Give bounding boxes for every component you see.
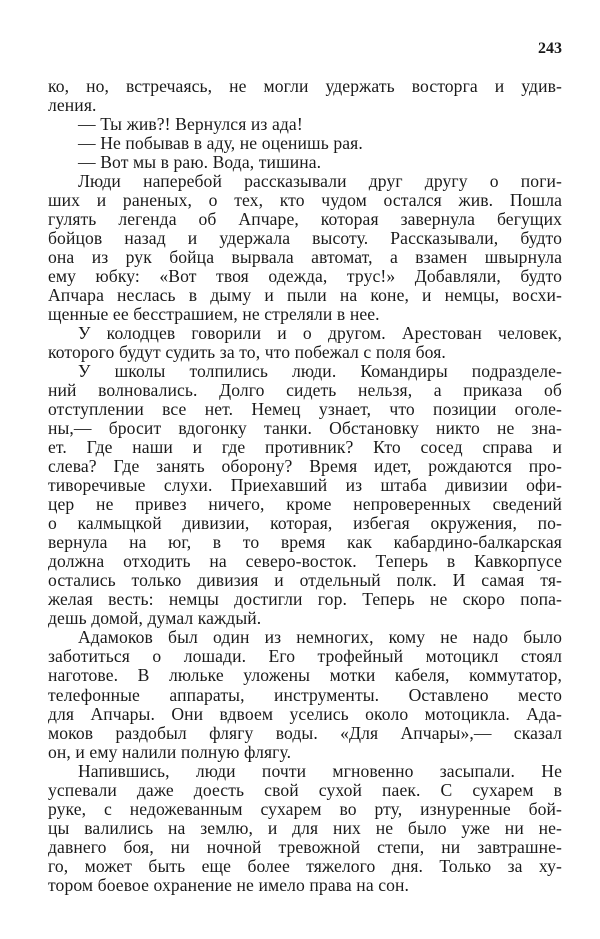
paragraph bbox=[48, 762, 562, 895]
text-line: цы валились на землю, и для них не было уже ни не- bbox=[48, 817, 562, 838]
text-line: о калмыцкой дивизии, которая, избегая окружения, по- bbox=[48, 513, 562, 534]
text-line: Напившись, люди почти мгновенно засыпали. Не bbox=[78, 760, 562, 781]
text-line: которого будут судить за то, что побежал с поля боя. bbox=[48, 342, 446, 363]
text-line: телефонные аппараты, инструменты. Оставлено место bbox=[48, 684, 562, 705]
text-line: вернула на юг, в то время как кабардино-балкарская bbox=[48, 532, 562, 553]
text-line: отступлении все нет. Немец узнает, что позиции оголе- bbox=[48, 399, 562, 420]
text-line: ко, но, встречаясь, не могли удержать восторга и удив- bbox=[48, 76, 562, 96]
text-line: гулять легенда об Апчаре, которая завернула бегущих bbox=[48, 209, 562, 230]
text-line: ления. bbox=[48, 95, 97, 116]
text-line: тиворечивые слухи. Приехавший из штаба дивизии офи- bbox=[48, 475, 562, 496]
paragraph bbox=[48, 362, 562, 628]
text-line: — Не побывав в аду, не оценишь рая. bbox=[78, 133, 363, 154]
text-line: руке, с недожеванным сухарем во рту, изнуренные бой- bbox=[48, 798, 562, 819]
paragraph bbox=[48, 153, 562, 172]
text-line: Адамоков был один из немногих, кому не надо было bbox=[78, 627, 562, 648]
text-line: она из рук бойца вырвала автомат, а взамен швырнула bbox=[48, 247, 562, 268]
text-line: он, и ему налили полную флягу. bbox=[48, 741, 292, 762]
text-line: цер не привез ничего, кроме непроверенных сведений bbox=[48, 494, 562, 515]
text-line: — Ты жив?! Вернулся из ада! bbox=[78, 114, 303, 135]
text-line: ет. Где наши и где противник? Кто сосед справа и bbox=[48, 437, 562, 458]
text-line: успевали даже доесть свой сухой паек. С сухарем в bbox=[48, 779, 562, 800]
paragraph bbox=[48, 628, 562, 761]
text-line: — Вот мы в раю. Вода, тишина. bbox=[78, 152, 322, 173]
text-line: Апчара неслась в дыму и пыли на коне, и немцы, восхи- bbox=[48, 285, 562, 306]
text-line: слева? Где занять оборону? Время идет, рождаются про- bbox=[48, 456, 562, 477]
text-line: желая весть: немцы достигли гор. Теперь не скоро попа- bbox=[48, 589, 562, 610]
paragraph bbox=[48, 172, 562, 324]
text-line: наготове. В люльке уложены мотки кабеля, коммутатор, bbox=[48, 665, 562, 686]
text-line: бойцов назад и удержала высоту. Рассказывали, будто bbox=[48, 228, 562, 249]
text-line: У школы толпились люди. Командиры подразделе- bbox=[78, 361, 562, 382]
paragraph bbox=[48, 115, 562, 134]
text-line: должна отходить на северо-восток. Теперь в Кавкорпусе bbox=[48, 551, 562, 572]
text-line: тором боевое охранение не имело права на сон. bbox=[48, 874, 410, 895]
text-line: остались только дивизия и отдельный полк. И самая тя- bbox=[48, 570, 562, 591]
text-line: ему юбку: «Вот твоя одежда, трус!» Добавляли, будто bbox=[48, 266, 562, 287]
text-line: Люди наперебой рассказывали друг другу о поги- bbox=[78, 171, 562, 192]
page-number: 243 bbox=[538, 40, 562, 57]
paragraph bbox=[48, 77, 562, 115]
text-line: го, может быть еще более тяжелого дня. Только за ху- bbox=[48, 855, 562, 876]
text-line: щенные ее бесстрашием, не стреляли в нее. bbox=[48, 304, 380, 325]
text-line: заботиться о лошади. Его трофейный мотоцикл стоял bbox=[48, 646, 562, 667]
paragraph bbox=[48, 324, 562, 362]
paragraph bbox=[48, 134, 562, 153]
body-text bbox=[48, 77, 562, 895]
text-line: У колодцев говорили и о другом. Арестован человек, bbox=[78, 323, 562, 344]
text-line: давнего боя, ни ночной тревожной степи, ни завтрашне- bbox=[48, 836, 562, 857]
text-line: для Апчары. Они вдвоем уселись около мотоцикла. Ада- bbox=[48, 703, 562, 724]
text-line: моков раздобыл флягу воды. «Для Апчары»,— сказал bbox=[48, 722, 562, 743]
text-line: ний волновались. Долго сидеть нельзя, а приказа об bbox=[48, 380, 562, 401]
text-line: дешь домой, думал каждый. bbox=[48, 608, 262, 629]
text-line: ших и раненых, о тех, кто чудом остался жив. Пошла bbox=[48, 190, 562, 211]
text-line: ны,— бросит вдогонку танки. Обстановку никто не зна- bbox=[48, 418, 562, 439]
